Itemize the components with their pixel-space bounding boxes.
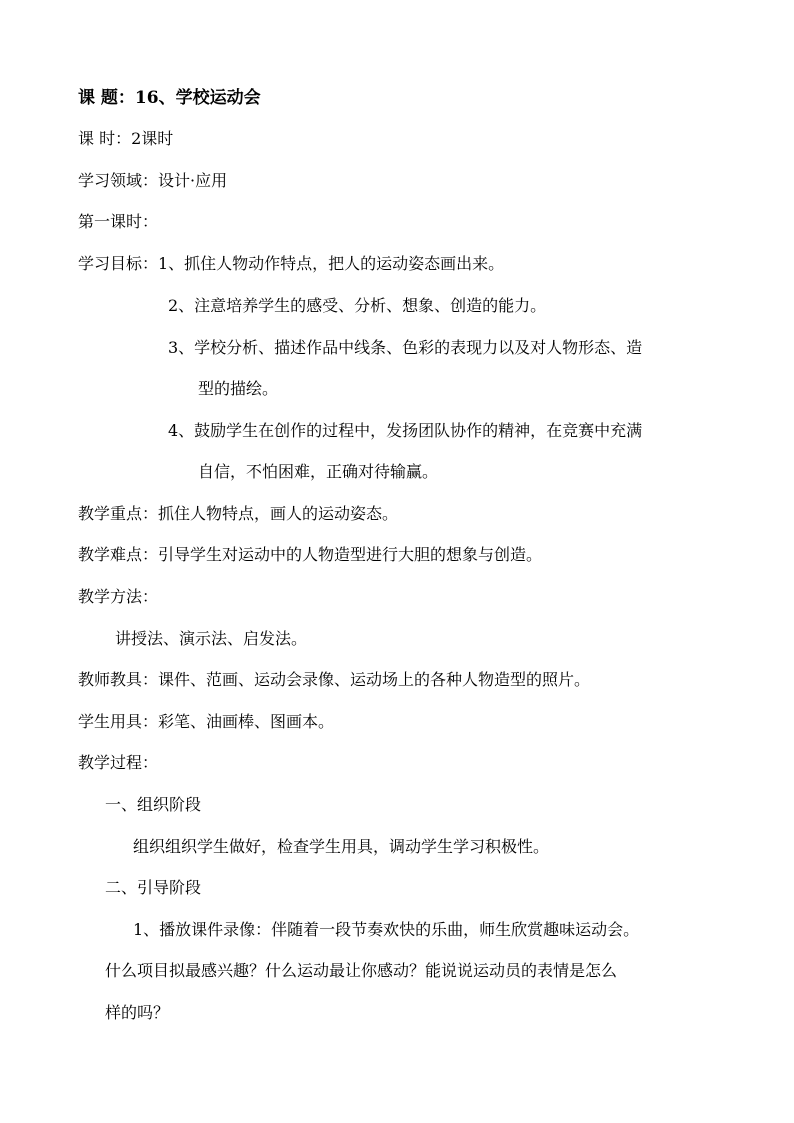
objective-4-line-1: 4、鼓励学生在创作的过程中，发扬团队协作的精神，在竞赛中充满 — [168, 421, 643, 440]
objective-2: 2、注意培养学生的感受、分析、想象、创造的能力。 — [168, 296, 547, 315]
first-lesson-label: 第一课时： — [78, 212, 159, 231]
student-tools: 学生用具：彩笔、油画棒、图画本。 — [78, 712, 335, 731]
stage-2-heading: 二、引导阶段 — [105, 878, 202, 897]
objective-1: 学习目标：1、抓住人物动作特点，把人的运动姿态画出来。 — [78, 254, 505, 273]
stage-2-paragraph-line-2: 什么项目拟最感兴趣？什么运动最让你感动？能说说运动员的表情是怎么 — [105, 961, 618, 980]
teaching-difficulties: 教学难点：引导学生对运动中的人物造型进行大胆的想象与创造。 — [78, 545, 543, 564]
objective-3-line-2: 型的描绘。 — [198, 379, 279, 398]
teaching-process-label: 教学过程： — [78, 753, 159, 772]
lesson-hours: 课 时：2课时 — [78, 129, 174, 148]
stage-2-paragraph-line-1: 1、播放课件录像：伴随着一段节奏欢快的乐曲，师生欣赏趣味运动会。 — [133, 920, 640, 939]
learning-domain: 学习领域：设计·应用 — [78, 171, 228, 190]
teaching-methods-label: 教学方法： — [78, 587, 159, 606]
teaching-key-points: 教学重点：抓住人物特点，画人的运动姿态。 — [78, 504, 399, 523]
stage-2-paragraph-line-3: 样的吗？ — [105, 1003, 170, 1022]
stage-1-content: 组织组织学生做好，检查学生用具，调动学生学习积极性。 — [133, 837, 550, 856]
objective-4-line-2: 自信，不怕困难，正确对待输赢。 — [198, 462, 439, 481]
stage-1-heading: 一、组织阶段 — [105, 795, 202, 814]
teaching-methods-content: 讲授法、演示法、启发法。 — [115, 629, 308, 648]
teacher-tools: 教师教具：课件、范画、运动会录像、运动场上的各种人物造型的照片。 — [78, 670, 591, 689]
lesson-title: 课 题：16、学校运动会 — [78, 88, 261, 108]
objective-3-line-1: 3、学校分析、描述作品中线条、色彩的表现力以及对人物形态、造 — [168, 338, 643, 357]
